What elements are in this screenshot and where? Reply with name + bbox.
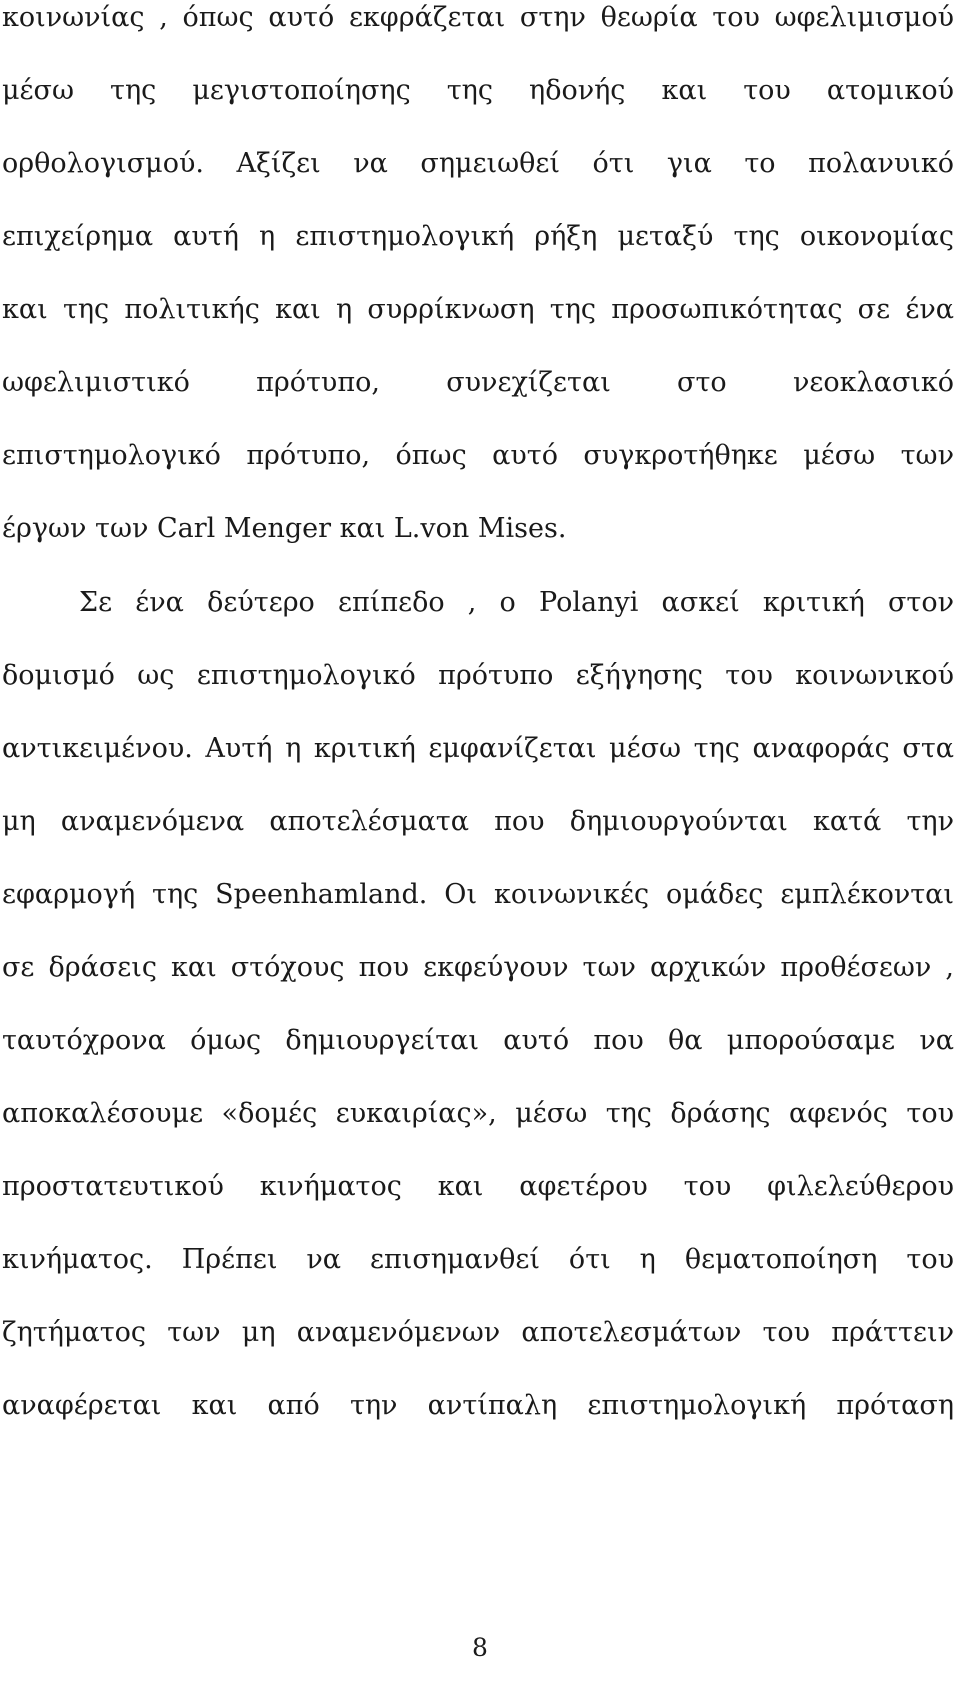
- page-number: 8: [472, 1633, 488, 1662]
- text-line-12: μη αναμενόμενα αποτελέσματα που δημιουργούνται κατά την: [2, 806, 954, 837]
- text-line-16: αποκαλέσουμε «δομές ευκαιρίας», μέσω της δράσης αφενός του: [2, 1098, 954, 1129]
- text-line-14: σε δράσεις και στόχους που εκφεύγουν των αρχικών προθέσεων ,: [2, 952, 954, 983]
- text-line-17: προστατευτικού κινήματος και αφετέρου του φιλελεύθερου: [2, 1171, 954, 1202]
- text-line-13: εφαρμογή της Speenhamland. Οι κοινωνικές ομάδες εμπλέκονται: [2, 879, 954, 910]
- text-line-19: ζητήματος των μη αναμενόμενων αποτελεσμάτων του πράττειν: [2, 1317, 954, 1348]
- text-line-6: ωφελιμιστικό πρότυπο, συνεχίζεται στο νεοκλασικό: [2, 367, 954, 398]
- text-line-11: αντικειμένου. Αυτή η κριτική εμφανίζεται μέσω της αναφοράς στα: [2, 733, 954, 764]
- text-line-4: επιχείρημα αυτή η επιστημολογική ρήξη μεταξύ της οικονομίας: [2, 221, 954, 252]
- text-line-5: και της πολιτικής και η συρρίκνωση της προσωπικότητας σε ένα: [2, 294, 954, 325]
- text-line-3: ορθολογισμού. Αξίζει να σημειωθεί ότι για το πολανυικό: [2, 148, 954, 179]
- text-line-9: Σε ένα δεύτερο επίπεδο , ο Polanyi ασκεί κριτική στον: [79, 587, 954, 618]
- text-line-7: επιστημολογικό πρότυπο, όπως αυτό συγκροτήθηκε μέσω των: [2, 440, 954, 471]
- text-line-20: αναφέρεται και από την αντίπαλη επιστημολογική πρόταση: [2, 1390, 954, 1421]
- text-line-8: έργων των Carl Menger και L.von Mises.: [2, 513, 567, 544]
- text-line-2: μέσω της μεγιστοποίησης της ηδονής και του ατομικού: [2, 75, 954, 106]
- text-line-1: κοινωνίας , όπως αυτό εκφράζεται στην θεωρία του ωφελιμισμού: [2, 2, 954, 33]
- text-line-18: κινήματος. Πρέπει να επισημανθεί ότι η θεματοποίηση του: [2, 1244, 954, 1275]
- text-line-10: δομισμό ως επιστημολογικό πρότυπο εξήγησης του κοινωνικού: [2, 660, 954, 691]
- text-line-15: ταυτόχρονα όμως δημιουργείται αυτό που θα μπορούσαμε να: [2, 1025, 954, 1056]
